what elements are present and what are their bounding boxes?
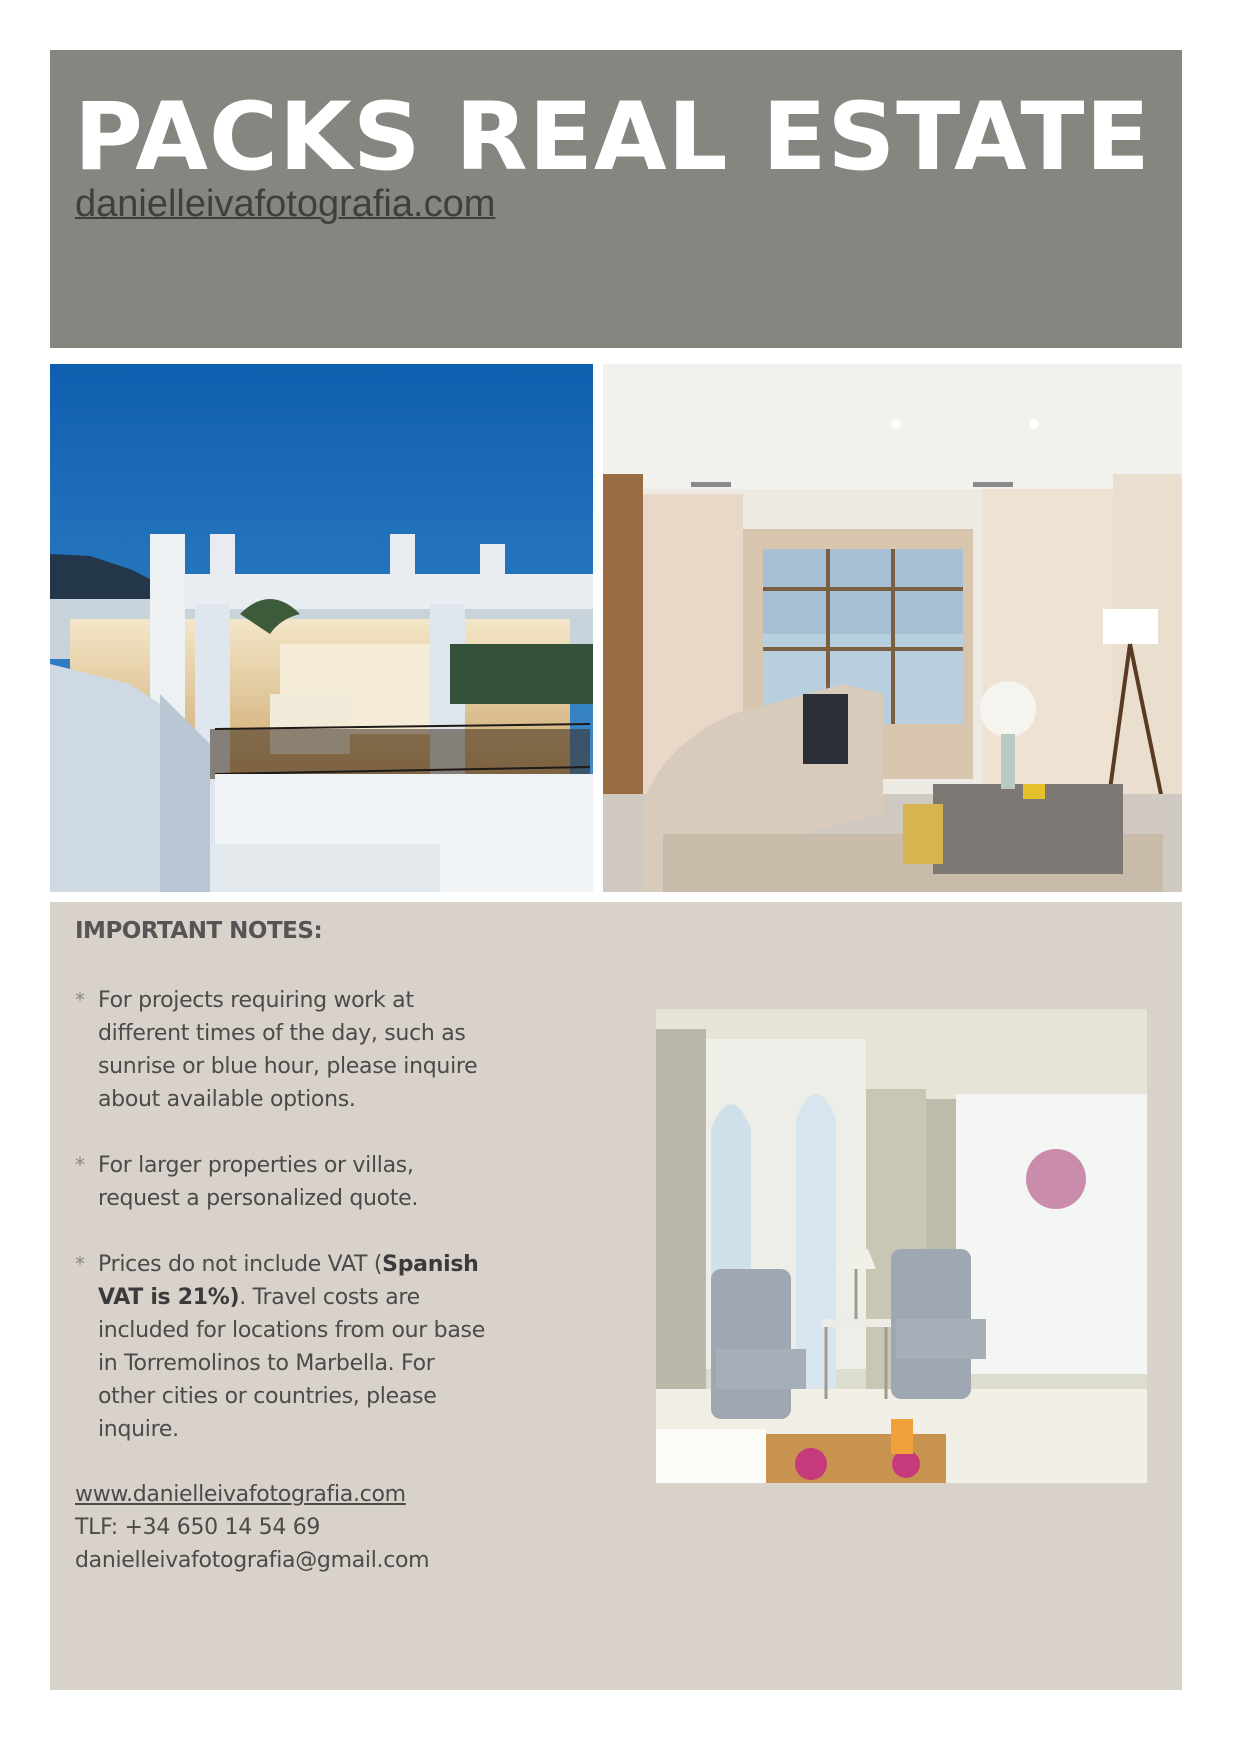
contact-phone: TLF: +34 650 14 54 69 xyxy=(75,1515,321,1540)
sitting-room-image xyxy=(656,1009,1147,1483)
page-title: PACKS REAL ESTATE xyxy=(74,83,1151,192)
terrace-image xyxy=(50,364,593,892)
contact-email: danielleivafotografia@gmail.com xyxy=(75,1548,430,1573)
contact-website-link[interactable]: www.danielleivafotografia.com xyxy=(75,1482,406,1507)
note-text: For projects requiring work at different times of the day, such as sunrise or blue hour, please inquire about available options. xyxy=(98,988,478,1112)
sitting-room-photo xyxy=(656,1009,1147,1483)
vat-highlight: Spanish VAT is 21%) xyxy=(98,1252,479,1310)
header-banner xyxy=(50,50,1182,348)
note-text: For larger properties or villas, request a personalized quote. xyxy=(98,1153,419,1211)
note-item xyxy=(75,1248,495,1446)
note-text-pre: Prices do not include VAT ( xyxy=(98,1252,383,1277)
terrace-photo xyxy=(50,364,593,892)
bullet-star-icon: * xyxy=(75,1252,85,1276)
note-item xyxy=(75,1149,495,1215)
note-text xyxy=(98,1248,495,1446)
living-room-photo xyxy=(603,364,1182,892)
note-text-post: . Travel costs are included for locations from our base in Torremolinos to Marbella. For other cities or countries, please inquire. xyxy=(98,1285,485,1442)
notes-heading: IMPORTANT NOTES: xyxy=(75,918,323,944)
bullet-star-icon: * xyxy=(75,1153,85,1177)
living-room-image xyxy=(603,364,1182,892)
bullet-star-icon: * xyxy=(75,988,85,1012)
header-site-link[interactable]: danielleivafotografia.com xyxy=(75,183,496,225)
note-item xyxy=(75,984,495,1116)
